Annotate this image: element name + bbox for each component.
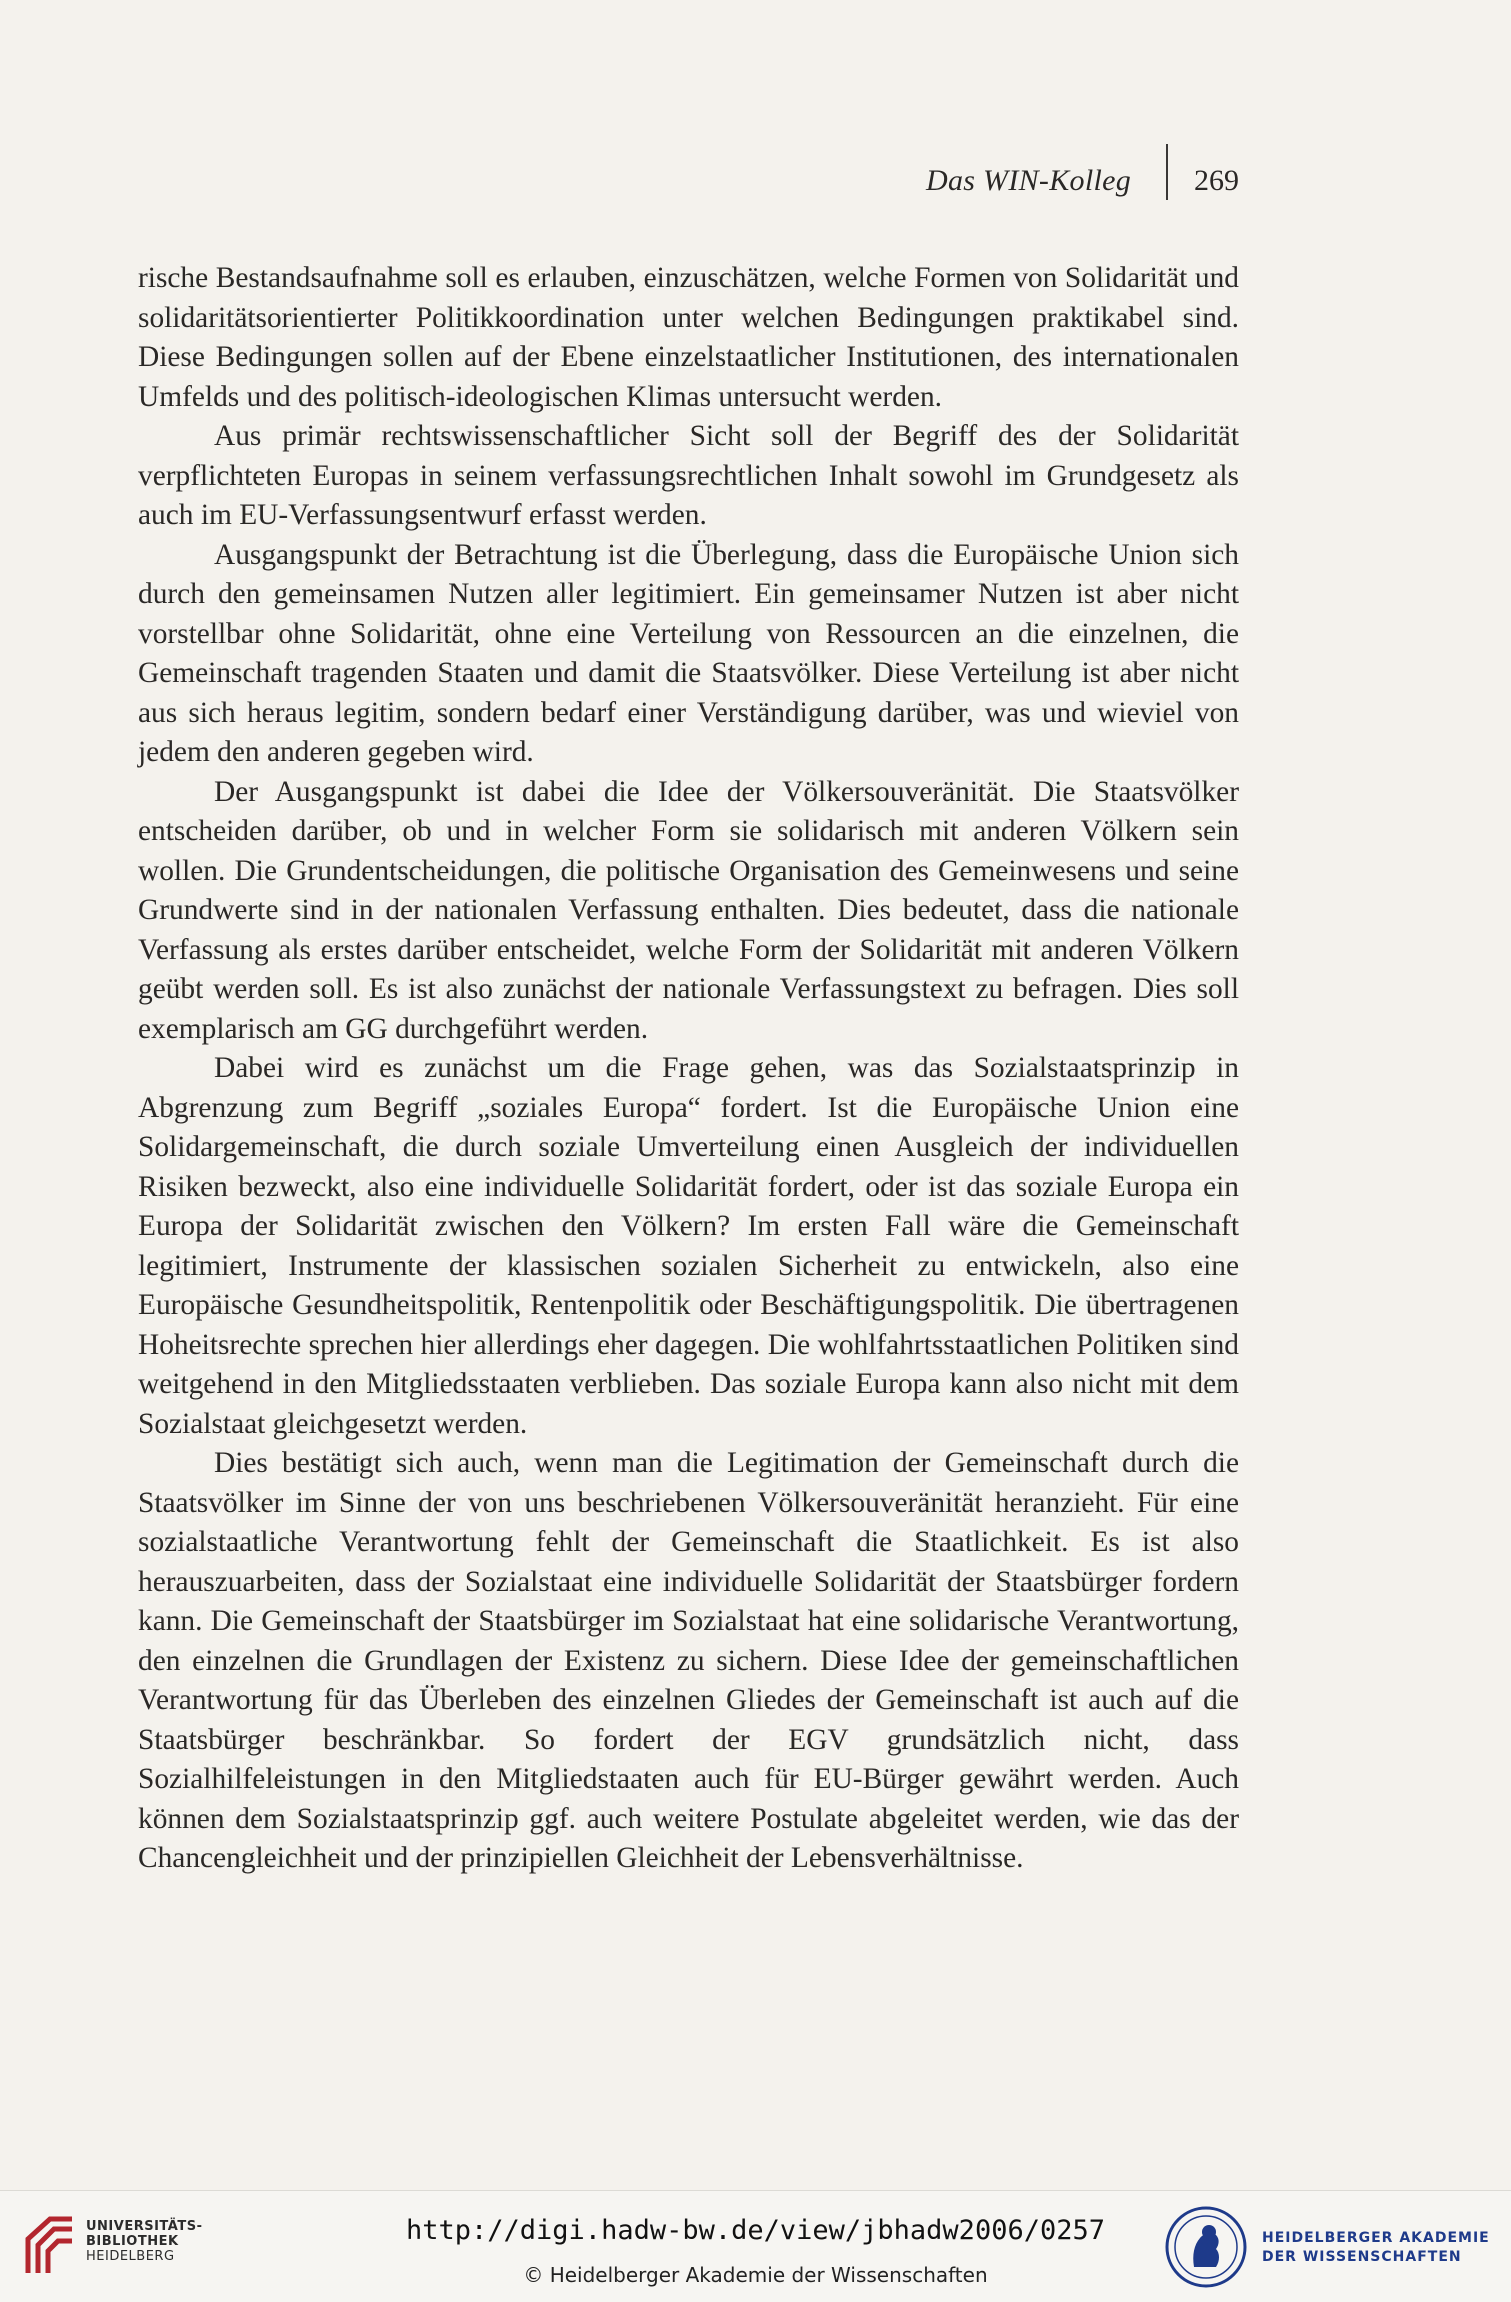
- paragraph: Ausgangspunkt der Betrachtung ist die Überlegung, dass die Europäische Union sich durch den gemeinsamen Nutzen aller legitimiert. Ein gemeinsamer Nutzen ist aber nicht vorstellbar ohne Solidarität, ohne eine Verteilung von Ressourcen an die einzelnen, die Gemeinschaft tragenden Staaten und damit die Staatsvölker. Diese Verteilung ist aber nicht aus sich heraus legitim, sondern bedarf einer Verständigung darüber, was und wieviel von jedem den anderen gegeben wird.: [138, 538, 1239, 768]
- academy-name-line: DER WISSENSCHAFTEN: [1262, 2249, 1462, 2265]
- viewer-footer: [0, 2190, 1511, 2302]
- library-name-line: BIBLIOTHEK: [86, 2234, 179, 2249]
- permalink-url[interactable]: http://digi.hadw-bw.de/view/jbhadw2006/0257: [406, 2215, 1105, 2246]
- paragraph: Dies bestätigt sich auch, wenn man die Legitimation der Gemeinschaft durch die Staatsvölker im Sinne der von uns beschriebenen Völkersouveränität heranzieht. Für eine sozialstaatliche Verantwortung fehlt der Gemeinschaft die Staatlichkeit. Es ist also herauszuarbeiten, dass der Sozialstaat eine individuelle Solidarität der Staatsbürger fordern kann. Die Gemeinschaft der Staatsbürger im Sozialstaat hat eine solidarische Verantwortung, den einzelnen die Grundlagen der Existenz zu sichern. Diese Idee der gemeinschaftlichen Verantwortung für das Überleben des einzelnen Gliedes der Gemeinschaft ist auch auf die Staatsbürger beschränkbar. So fordert der EGV grundsätzlich nicht, dass Sozialhilfeleistungen in den Mitgliedstaaten auch für EU-Bürger gewährt werden. Auch können dem Sozialstaatsprinzip ggf. auch weitere Postulate abgeleitet werden, wie das der Chancengleichheit und der prinzipiellen Gleichheit der Lebensverhältnisse.: [138, 1447, 1239, 1874]
- paragraph: Der Ausgangspunkt ist dabei die Idee der Völkersouveränität. Die Staatsvölker entscheiden darüber, ob und in welcher Form sie solidarisch mit anderen Völkern sein wollen. Die Grundentscheidungen, die politische Organisation des Gemeinwesens und seine Grundwerte sind in der nationalen Verfassung enthalten. Dies bedeutet, dass die nationale Verfassung als erstes darüber entscheidet, welche Form der Solidarität mit anderen Völkern geübt werden soll. Es ist also zunächst der nationale Verfassungstext zu befragen. Dies soll exemplarisch am GG durchgeführt werden.: [138, 775, 1239, 1045]
- page-number: 269: [1194, 164, 1239, 197]
- library-name-line: UNIVERSITÄTS-: [86, 2219, 203, 2234]
- copyright-notice: © Heidelberger Akademie der Wissenschaften: [523, 2263, 988, 2287]
- running-title: Das WIN-Kolleg: [925, 164, 1131, 197]
- academy-name[interactable]: [1262, 2229, 1490, 2267]
- library-name-line: HEIDELBERG: [86, 2249, 175, 2264]
- academy-name-line: HEIDELBERGER AKADEMIE: [1262, 2230, 1490, 2246]
- body-text: [138, 259, 1239, 1879]
- page-header: [137, 160, 1239, 210]
- header-divider: [1166, 144, 1168, 200]
- paragraph: rische Bestandsaufnahme soll es erlauben, einzuschätzen, welche Formen von Solidarität und solidaritätsorientierter Politikkoordination unter welchen Bedingungen praktikabel sind. Diese Bedingungen sollen auf der Ebene einzelstaatlicher Institutionen, des internationalen Umfelds und des politisch-ideologischen Klimas untersucht werden.: [138, 262, 1239, 413]
- academy-seal-icon[interactable]: [1164, 2205, 1248, 2289]
- paragraph: Dabei wird es zunächst um die Frage gehen, was das Sozialstaatsprinzip in Abgrenzung zum Begriff „soziales Europa“ fordert. Ist die Europäische Union eine Solidargemeinschaft, die durch soziale Umverteilung einen Ausgleich der individuellen Risiken bezweckt, also eine individuelle Solidarität fordert, oder ist das soziale Europa ein Europa der Solidarität zwischen den Völkern? Im ersten Fall wäre die Gemeinschaft legitimiert, Instrumente der klassischen sozialen Sicherheit zu entwickeln, also eine Europäische Gesundheitspolitik, Rentenpolitik oder Beschäftigungspolitik. Die übertragenen Hoheitsrechte sprechen hier allerdings eher dagegen. Die wohlfahrtsstaatlichen Politiken sind weitgehend in den Mitgliedsstaaten verblieben. Das soziale Europa kann also nicht mit dem Sozialstaat gleichgesetzt werden.: [138, 1052, 1239, 1440]
- paragraph: Aus primär rechtswissenschaftlicher Sicht soll der Begriff des der Solidarität verpflichteten Europas in seinem verfassungsrechtlichen Inhalt sowohl im Grundgesetz als auch im EU-Verfassungsentwurf erfasst werden.: [138, 420, 1239, 531]
